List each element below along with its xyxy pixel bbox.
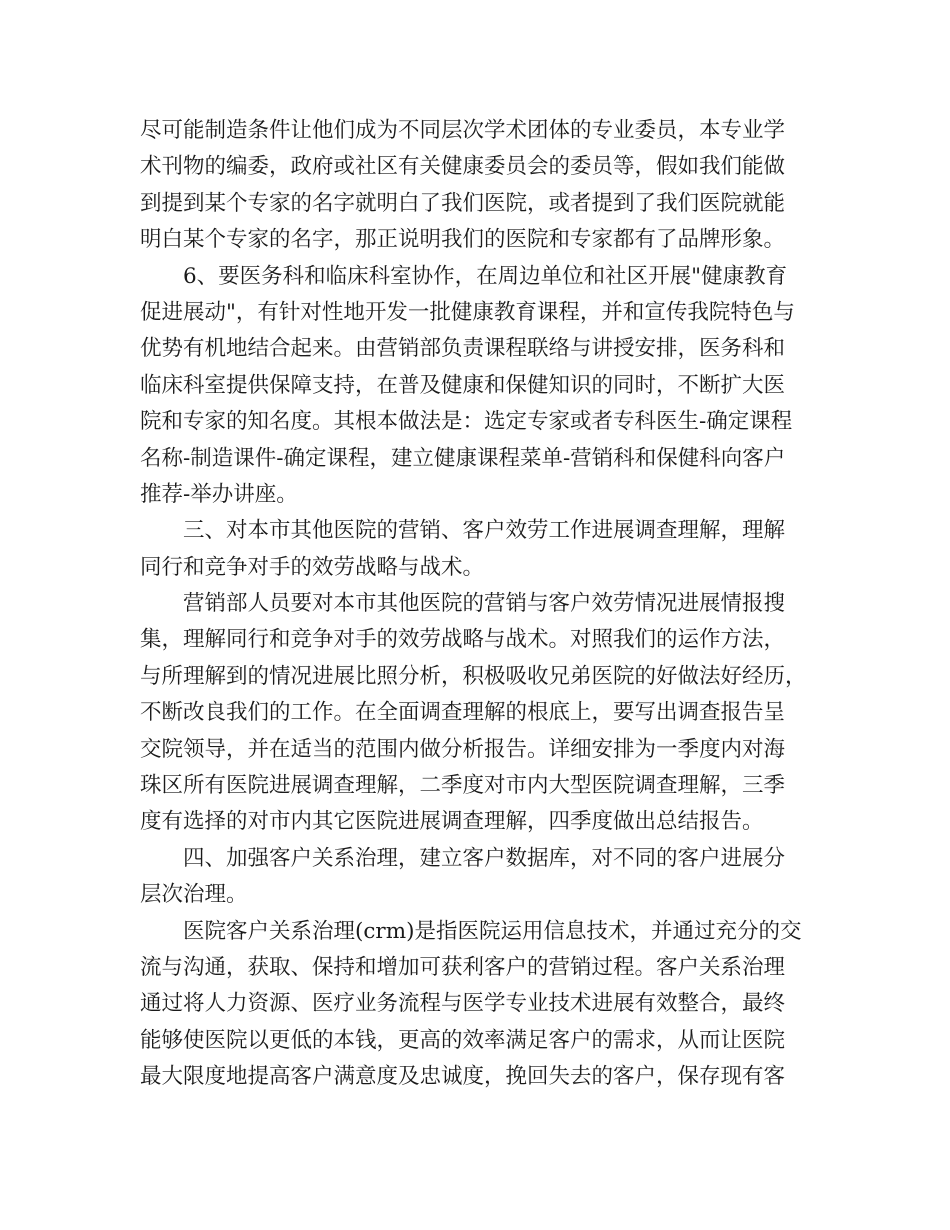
text-line: 与所理解到的情况进展比照分析，积极吸收兄弟医院的好做法好经历， bbox=[140, 663, 807, 689]
text-line: 医院客户关系治理(crm)是指医院运用信息技术，并通过充分的交 bbox=[183, 918, 802, 944]
text-line: 最大限度地提高客户满意度及忠诚度，挽回失去的客户，保存现有客 bbox=[140, 1064, 786, 1090]
text-line: 营销部人员要对本市其他医院的营销与客户效劳情况进展情报搜 bbox=[183, 591, 786, 617]
text-line: 促进展动"，有针对性地开发一批健康教育课程，并和宣传我院特色与 bbox=[140, 299, 795, 325]
text-line: 院和专家的知名度。其根本做法是：选定专家或者专科医生-确定课程 bbox=[140, 409, 793, 435]
text-line: 尽可能制造条件让他们成为不同层次学术团体的专业委员，本专业学 bbox=[140, 118, 786, 143]
text-line: 珠区所有医院进展调查理解，二季度对市内大型医院调查理解，三季 bbox=[140, 773, 786, 799]
text-line: 6、要医务科和临床科室协作，在周边单位和社区开展"健康教育 bbox=[183, 263, 788, 289]
text-line: 名称-制造课件-确定课程，建立健康课程菜单-营销科和保健科向客户 bbox=[140, 445, 786, 471]
text-line: 能够使医院以更低的本钱，更高的效率满足客户的需求，从而让医院 bbox=[140, 1027, 786, 1053]
text-line: 同行和竞争对手的效劳战略与战术。 bbox=[140, 554, 485, 580]
text-line: 层次治理。 bbox=[140, 882, 248, 908]
text-line: 度有选择的对市内其它医院进展调查理解，四季度做出总结报告。 bbox=[140, 809, 764, 835]
text-line: 术刊物的编委，政府或社区有关健康委员会的委员等，假如我们能做 bbox=[140, 154, 786, 180]
text-line: 明白某个专家的名字，那正说明我们的医院和专家都有了品牌形象。 bbox=[140, 227, 786, 253]
document-body bbox=[140, 113, 820, 1096]
text-line: 流与沟通，获取、保持和增加可获利客户的营销过程。客户关系治理 bbox=[140, 954, 786, 980]
text-line: 临床科室提供保障支持，在普及健康和保健知识的同时，不断扩大医 bbox=[140, 372, 786, 398]
text-line: 推荐-举办讲座。 bbox=[140, 481, 298, 507]
text-line: 通过将人力资源、医疗业务流程与医学专业技术进展有效整合，最终 bbox=[140, 991, 786, 1017]
text-line: 优势有机地结合起来。由营销部负责课程联络与讲授安排，医务科和 bbox=[140, 336, 786, 362]
text-line: 交院领导，并在适当的范围内做分析报告。详细安排为一季度内对海 bbox=[140, 736, 786, 762]
text-line: 三、对本市其他医院的营销、客户效劳工作进展调查理解，理解 bbox=[183, 518, 786, 544]
text-line: 四、加强客户关系治理，建立客户数据库，对不同的客户进展分 bbox=[183, 845, 786, 871]
text-line: 到提到某个专家的名字就明白了我们医院，或者提到了我们医院就能 bbox=[140, 190, 786, 216]
text-line: 集，理解同行和竞争对手的效劳战略与战术。对照我们的运作方法， bbox=[140, 627, 786, 653]
text-line: 不断改良我们的工作。在全面调查理解的根底上，要写出调查报告呈 bbox=[140, 700, 786, 726]
